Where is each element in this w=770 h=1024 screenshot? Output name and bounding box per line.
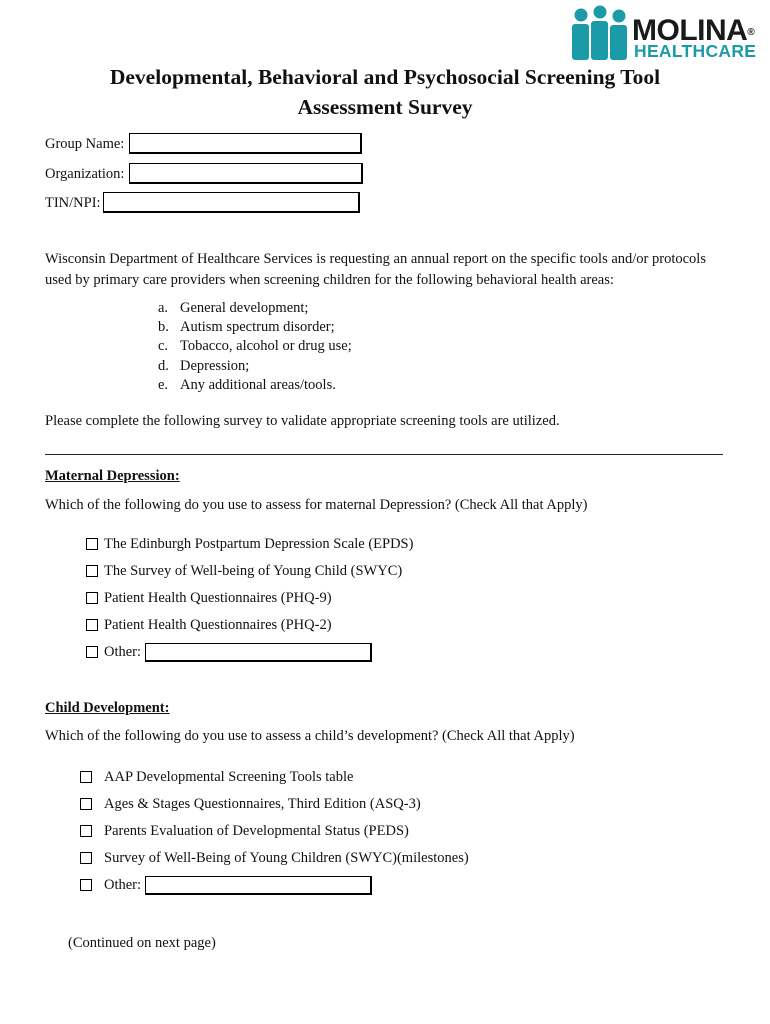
child-options	[80, 767, 469, 895]
checkbox-option-other[interactable]: Other:	[86, 642, 413, 662]
tin-npi-row	[45, 189, 360, 213]
child-question: Which of the following do you use to assess a child’s development? (Check All that Apply)	[45, 728, 575, 744]
group-name-label: Group Name:	[45, 136, 125, 152]
checkbox-option[interactable]: Parents Evaluation of Developmental Status (PEDS)	[80, 821, 469, 841]
molina-logo	[568, 4, 757, 62]
checkbox-option[interactable]: The Edinburgh Postpartum Depression Scale (EPDS)	[86, 534, 413, 554]
maternal-depression-heading: Maternal Depression:	[45, 468, 180, 484]
maternal-question: Which of the following do you use to assess for maternal Depression? (Check All that Apply)	[45, 497, 588, 513]
checkbox-icon[interactable]	[86, 592, 98, 604]
logo-subtitle: HEALTHCARE	[634, 41, 757, 61]
maternal-other-input[interactable]	[145, 643, 372, 662]
list-item: b. Autism spectrum disorder;	[158, 319, 335, 336]
checkbox-icon[interactable]	[86, 619, 98, 631]
child-development-heading: Child Development:	[45, 700, 170, 716]
page-title-line1: Developmental, Behavioral and Psychosocial Screening Tool	[109, 65, 661, 89]
list-item: a. General development;	[158, 300, 309, 316]
intro-paragraph: Wisconsin Department of Healthcare Services is requesting an annual report on the specific tools and/or protocols used by primary care providers when screening children for the following behavioral health areas:	[45, 251, 706, 288]
checkbox-option[interactable]: Patient Health Questionnaires (PHQ-2)	[86, 615, 413, 635]
instruction-text: Please complete the following survey to validate appropriate screening tools are utilized.	[45, 413, 560, 429]
checkbox-icon[interactable]	[80, 825, 92, 837]
organization-input[interactable]	[129, 163, 363, 184]
continued-note: (Continued on next page)	[68, 935, 216, 951]
checkbox-icon[interactable]	[80, 879, 92, 891]
checkbox-icon[interactable]	[86, 565, 98, 577]
checkbox-option[interactable]: The Survey of Well-being of Young Child (SWYC)	[86, 561, 413, 581]
checkbox-option[interactable]: Survey of Well-Being of Young Children (SWYC)(milestones)	[80, 848, 469, 868]
tin-npi-label: TIN/NPI:	[45, 195, 101, 211]
checkbox-option[interactable]: Ages & Stages Questionnaires, Third Edition (ASQ-3)	[80, 794, 469, 814]
organization-label: Organization:	[45, 166, 125, 182]
checkbox-icon[interactable]	[86, 646, 98, 658]
checkbox-option[interactable]: Patient Health Questionnaires (PHQ-9)	[86, 588, 413, 608]
section-divider	[45, 454, 723, 455]
page-title-line2: Assessment Survey	[297, 95, 473, 119]
organization-row	[45, 160, 363, 184]
list-item: c. Tobacco, alcohol or drug use;	[158, 338, 352, 355]
tin-npi-input[interactable]	[103, 192, 360, 213]
checkbox-option-other[interactable]: Other:	[80, 875, 469, 895]
logo-wordmark: MOLINA®	[632, 14, 755, 47]
areas-list	[158, 299, 352, 395]
list-item: d. Depression;	[158, 357, 250, 374]
checkbox-option[interactable]: AAP Developmental Screening Tools table	[80, 767, 469, 787]
checkbox-icon[interactable]	[80, 852, 92, 864]
group-name-row	[45, 130, 362, 154]
maternal-options	[86, 534, 413, 662]
child-other-input[interactable]	[145, 876, 372, 895]
list-item: e. Any additional areas/tools.	[158, 376, 336, 393]
people-logo-icon	[568, 4, 634, 62]
checkbox-icon[interactable]	[86, 538, 98, 550]
group-name-input[interactable]	[129, 133, 362, 154]
checkbox-icon[interactable]	[80, 798, 92, 810]
checkbox-icon[interactable]	[80, 771, 92, 783]
